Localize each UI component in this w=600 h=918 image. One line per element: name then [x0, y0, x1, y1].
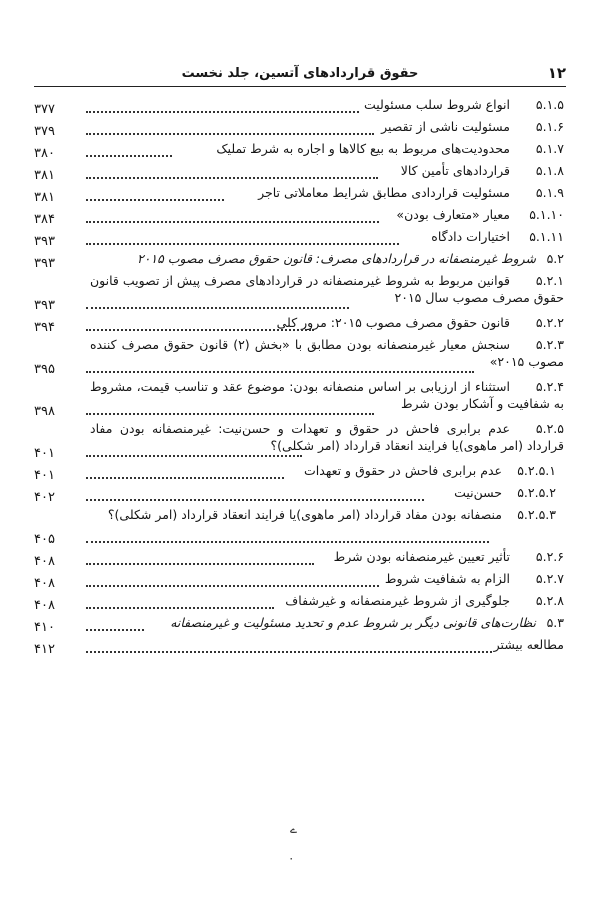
toc-entry-page: ۴۰۲	[34, 490, 55, 505]
toc-entry-number: ۵.۲.۸	[535, 593, 564, 608]
toc-entry	[34, 162, 564, 184]
toc-entry-page: ۳۹۵	[34, 362, 55, 377]
toc-entry-page: ۳۷۷	[34, 102, 55, 117]
dot-leader	[86, 371, 474, 373]
toc-entry-page: ۴۰۵	[34, 532, 55, 547]
toc-entry-number: ۵.۲.۵.۳	[517, 507, 556, 522]
toc-entry-page: ۳۹۸	[34, 404, 55, 419]
toc-entry-page: ۳۹۳	[34, 298, 55, 313]
toc-entry-page: ۴۰۱	[34, 446, 55, 461]
toc-entry-page: ۴۱۰	[34, 620, 55, 635]
dot-leader	[86, 607, 274, 609]
toc-entry-page: ۳۷۹	[34, 124, 55, 139]
toc-entry-page: ۴۱۲	[34, 642, 55, 657]
toc-entry-number: ۵.۱.۶	[535, 119, 564, 134]
toc-entry	[34, 272, 564, 314]
dot-leader	[86, 133, 374, 135]
toc-entry-title: نظارت‌های قانونی دیگر بر شروط عدم و تحدید مسئولیت و غیرمنصفانه	[170, 615, 536, 630]
toc-entry	[34, 570, 564, 592]
toc-entry-title: محدودیت‌های مربوط به بیع کالاها و اجاره به شرط تملیک	[216, 141, 510, 156]
footer-mark-dot: ٠	[288, 851, 295, 865]
dot-leader	[86, 199, 224, 201]
toc-entry-page: ۳۹۴	[34, 320, 55, 335]
toc-entry-number: ۵.۲.۵.۲	[517, 485, 556, 500]
toc-entry	[34, 548, 564, 570]
toc-entry-page: ۳۸۱	[34, 190, 55, 205]
toc-entry-page: ۳۸۱	[34, 168, 55, 183]
toc-entry-section	[34, 250, 564, 272]
toc-entry-page: ۳۹۳	[34, 256, 55, 271]
toc-entry	[34, 118, 564, 140]
toc-entry-page: ۳۸۰	[34, 146, 55, 161]
toc-entry	[34, 462, 564, 484]
toc-entry-section	[34, 614, 564, 636]
toc-entry-number: ۵.۲.۶	[535, 549, 564, 564]
toc-entry-number: ۵.۲.۵.۱	[517, 463, 556, 478]
dot-leader	[86, 177, 378, 179]
toc-entry-title: استثناء از ارزیابی بر اساس منصفانه بودن: موضوع عقد و تناسب قیمت، مشروط به شفافیت و آشکار بودن شرط	[90, 379, 564, 411]
toc-entry-title: شروط غیرمنصفانه در قراردادهای مصرف: قانون حقوق مصرف مصوب ۲۰۱۵	[136, 251, 536, 266]
toc-entry	[34, 228, 564, 250]
toc-entry-number: ۵.۱.۷	[535, 141, 564, 156]
dot-leader	[86, 413, 374, 415]
toc-entry	[34, 96, 564, 118]
toc-entry	[34, 420, 564, 462]
book-title: حقوق قراردادهای آتسین، جلد نخست	[181, 66, 419, 81]
dot-leader	[86, 585, 379, 587]
toc-entry-title: سنجش معیار غیرمنصفانه بودن مطابق با «بخش (۲) قانون حقوق مصرف کننده مصوب ۲۰۱۵»	[90, 337, 564, 369]
toc-entry-page: ۳۸۴	[34, 212, 55, 227]
toc-entry-page: ۴۰۱	[34, 468, 55, 483]
page-number: ۱۲	[547, 64, 566, 82]
toc-entry-number: ۵.۲	[546, 251, 564, 266]
toc-entry-title: مطالعه بیشتر	[493, 637, 564, 652]
toc-entry-title: معیار «متعارف بودن»	[396, 207, 510, 222]
toc-entry-title: عدم برابری فاحش در حقوق و تعهدات	[304, 463, 502, 478]
dot-leader	[86, 329, 314, 331]
footer-mark: ے	[290, 822, 298, 836]
table-of-contents	[34, 96, 564, 658]
toc-entry-title: قراردادهای تأمین کالا	[400, 163, 510, 178]
toc-entry-title: انواع شروط سلب مسئولیت	[363, 97, 510, 112]
toc-entry-number: ۵.۱.۸	[535, 163, 564, 178]
dot-leader	[86, 477, 284, 479]
toc-entry	[34, 484, 564, 506]
toc-entry-number: ۵.۱.۹	[535, 185, 564, 200]
dot-leader	[86, 221, 379, 223]
toc-entry-title: عدم برابری فاحش در حقوق و تعهدات و حسن‌نیت: غیرمنصفانه بودن مفاد قرارداد (امر ماهوی)یا فرایند انعقاد قرارداد (امر شکلی)؟	[90, 421, 564, 453]
toc-entry-title: اختیارات دادگاه	[431, 229, 510, 244]
toc-entry	[34, 314, 564, 336]
dot-leader	[86, 455, 302, 457]
toc-entry	[34, 184, 564, 206]
dot-leader	[86, 563, 314, 565]
dot-leader	[86, 499, 424, 501]
toc-entry-page: ۴۰۸	[34, 598, 55, 613]
running-header	[34, 64, 566, 87]
toc-entry	[34, 336, 564, 378]
toc-entry-title: مسئولیت ناشی از تقصیر	[381, 119, 510, 134]
toc-entry-title: حسن‌نیت	[454, 485, 502, 500]
dot-leader	[86, 243, 399, 245]
dot-leader	[86, 629, 144, 631]
toc-entry-title: الزام به شفافیت شروط	[384, 571, 510, 586]
dot-leader	[86, 155, 172, 157]
toc-entry-number: ۵.۱.۱۱	[529, 229, 564, 244]
toc-entry-page: ۴۰۸	[34, 554, 55, 569]
toc-entry-number: ۵.۲.۱	[535, 273, 564, 288]
toc-entry	[34, 592, 564, 614]
toc-entry-number: ۵.۲.۴	[535, 379, 564, 394]
toc-entry-number: ۵.۲.۲	[535, 315, 564, 330]
toc-entry-number: ۵.۱.۱۰	[529, 207, 564, 222]
toc-entry-title: تأثیر تعیین غیرمنصفانه بودن شرط	[333, 549, 510, 564]
dot-leader	[86, 651, 492, 653]
toc-entry	[34, 140, 564, 162]
toc-entry-number: ۵.۳	[546, 615, 564, 630]
dot-leader	[86, 111, 359, 113]
toc-entry-title: قانون حقوق مصرف مصوب ۲۰۱۵: مرور کلی	[276, 315, 510, 330]
toc-entry-title: قوانین مربوط به شروط غیرمنصفانه در قراردادهای مصرف پیش از تصویب قانون حقوق مصرف مصوب سال ۲۰۱۵	[90, 273, 564, 305]
toc-entry-title: منصفانه بودن مفاد قرارداد (امر ماهوی)یا فرایند انعقاد قرارداد (امر شکلی)؟	[107, 507, 502, 522]
toc-entry-number: ۵.۲.۷	[535, 571, 564, 586]
toc-entry-number: ۵.۱.۵	[535, 97, 564, 112]
toc-entry	[34, 206, 564, 228]
dot-leader	[86, 541, 489, 543]
toc-entry	[34, 506, 564, 548]
toc-entry-number: ۵.۲.۳	[535, 337, 565, 352]
toc-entry	[34, 378, 564, 420]
toc-entry-title: جلوگیری از شروط غیرمنصفانه و غیرشفاف	[285, 593, 510, 608]
dot-leader	[86, 307, 349, 309]
toc-entry-page: ۴۰۸	[34, 576, 55, 591]
toc-entry	[34, 636, 564, 658]
toc-entry-title: مسئولیت قراردادی مطابق شرایط معاملاتی تاجر	[258, 185, 510, 200]
toc-entry-page: ۳۹۳	[34, 234, 55, 249]
toc-entry-number: ۵.۲.۵	[535, 421, 564, 436]
